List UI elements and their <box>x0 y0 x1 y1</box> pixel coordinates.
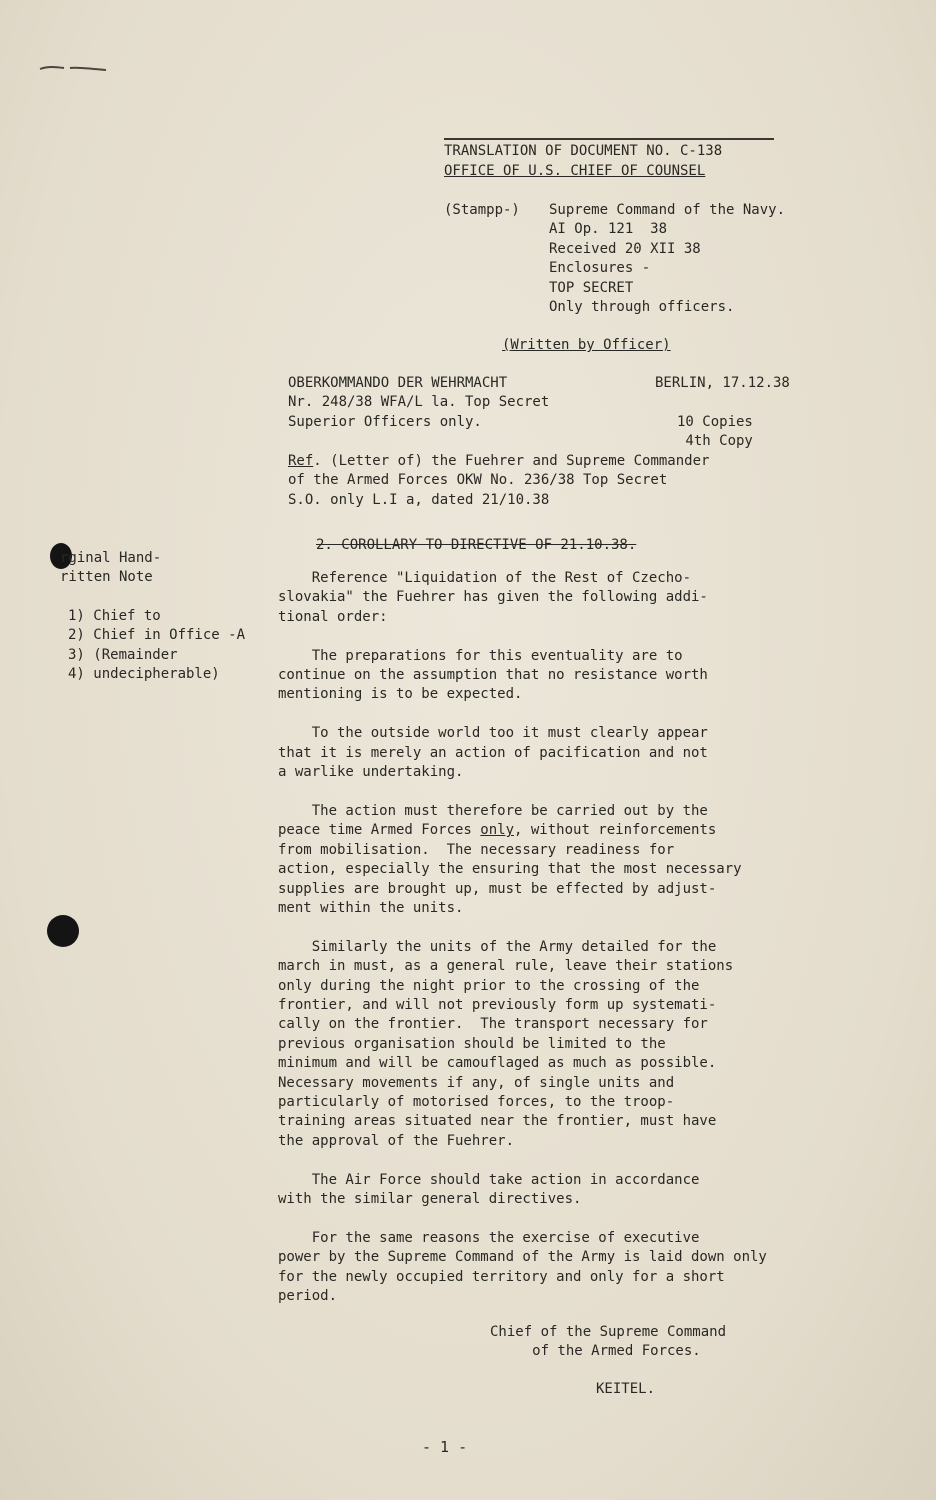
paragraph: The preparations for this eventuality are to continue on the assumption that no resistance worth mentioning is to be expected. <box>278 647 708 703</box>
header-title: TRANSLATION OF DOCUMENT NO. C-138 <box>444 143 723 159</box>
paragraph: The Air Force should take action in accordance with the similar general directives. <box>278 1171 700 1207</box>
paragraph: Reference "Liquidation of the Rest of Czecho- slovakia" the Fuehrer has given the following addi- tional order: <box>278 570 708 625</box>
written-by-text: (Written by Officer) <box>502 337 671 353</box>
body-text <box>278 569 767 1306</box>
ref-word: Ref <box>288 453 314 469</box>
okw-heading: OBERKOMMANDO DER WEHRMACHT Nr. 248/38 WFA/L la. Top Secret Superior Officers only. <box>288 375 550 430</box>
page-number: - 1 - <box>422 1438 468 1456</box>
signature-title: Chief of the Supreme Command of the Armed Forces. <box>490 1324 727 1360</box>
margin-note-list: 1) Chief to 2) Chief in Office -A 3) (Remainder 4) undecipherable) <box>68 608 246 683</box>
subject-line: 2. COROLLARY TO DIRECTIVE OF 21.10.38. <box>316 537 637 553</box>
stamp-text: Supreme Command of the Navy. AI Op. 121 38 Received 20 XII 38 Enclosures - TOP SECRET Only through officers. <box>549 202 786 316</box>
paragraph: Similarly the units of the Army detailed for the march in must, as a general rule, leave their stations only during the night prior to the crossing of the frontier, and will not previously form up systemati- cally on the frontier. The transport necessary for previous organisation should be limited to the minimum and will be camouflaged as much as possible. Necessary movements if any, of single units and particularly of motorised forces, to the troop- training areas situated near the frontier, must have the approval of the Fuehrer. <box>278 938 734 1149</box>
ref-text-first: . (Letter of) the Fuehrer and Supreme Commander <box>313 453 710 469</box>
written-by-note <box>502 336 671 355</box>
copies-count: 10 Copies 4th Copy <box>677 414 753 450</box>
reference-block <box>288 452 709 510</box>
header-office: OFFICE OF U.S. CHIEF OF COUNSEL <box>444 163 706 179</box>
margin-note-title: rginal Hand- ritten Note <box>60 550 162 586</box>
stamp-label: (Stampp-) <box>444 202 520 218</box>
city-date: BERLIN, 17.12.38 <box>655 375 790 391</box>
paragraph: For the same reasons the exercise of executive power by the Supreme Command of the Army is laid down only for the newly occupied territory and only for a short period. <box>278 1229 767 1305</box>
signature-name: KEITEL. <box>596 1381 656 1397</box>
paragraph: To the outside world too it must clearly appear that it is merely an action of pacification and not a warlike undertaking. <box>278 725 708 781</box>
ref-text-rest: of the Armed Forces OKW No. 236/38 Top Secret S.O. only L.I a, dated 21/10.38 <box>288 472 668 508</box>
emphasis-only: only <box>480 822 515 839</box>
ink-mark <box>38 64 108 72</box>
header-top-rule <box>444 138 774 140</box>
paragraph: , without reinforcements from mobilisation. The necessary readiness for action, especially the ensuring that the most necessary supplies are brought up, must be effected by adjust- ment within the units. <box>278 822 742 916</box>
punch-hole <box>47 915 79 947</box>
paragraph: The action must therefore be carried out by the peace time Armed Forces <box>278 802 708 839</box>
